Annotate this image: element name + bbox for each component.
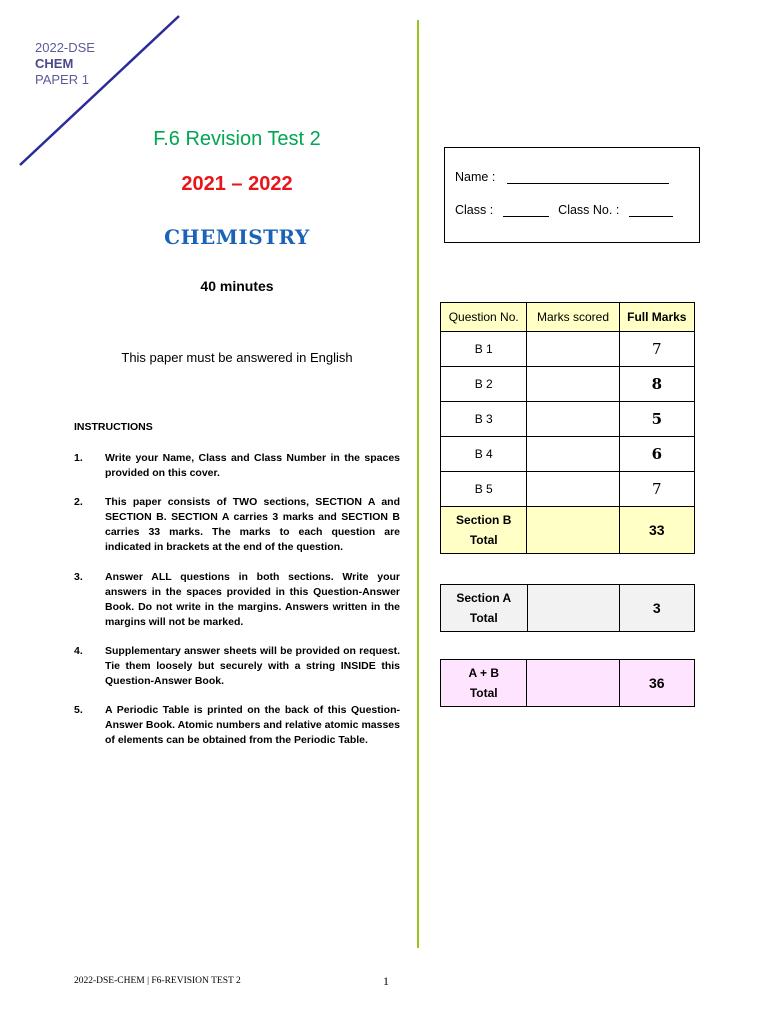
- table-row: [441, 367, 695, 402]
- test-title: F.6 Revision Test 2: [153, 128, 321, 150]
- class-no-label: Class No. :: [558, 203, 620, 217]
- a-plus-b-table: [440, 659, 695, 707]
- section-a-full-marks: 3: [619, 585, 694, 632]
- question-no: B 1: [441, 332, 527, 367]
- instruction-item: [74, 451, 400, 481]
- footer-text: 2022-DSE-CHEM | F6-REVISION TEST 2: [74, 976, 241, 986]
- page-number: 1: [383, 974, 389, 988]
- table-row: [441, 402, 695, 437]
- full-marks: 7: [619, 472, 694, 507]
- section-a-label-line1: Section A: [456, 591, 512, 605]
- question-no: B 2: [441, 367, 527, 402]
- instruction-item: [74, 703, 400, 748]
- academic-year: 2021 – 2022: [181, 173, 293, 195]
- section-b-scored-cell[interactable]: [527, 507, 619, 554]
- name-row: [455, 169, 669, 184]
- full-marks: 7: [619, 332, 694, 367]
- question-no: B 4: [441, 437, 527, 472]
- a-plus-b-scored-cell[interactable]: [527, 660, 619, 707]
- class-field[interactable]: [503, 202, 549, 217]
- a-plus-b-label-line1: A + B: [468, 666, 499, 680]
- marks-scored-cell[interactable]: [527, 367, 619, 402]
- instruction-number: 2.: [74, 496, 83, 508]
- total-label-line2: Total: [469, 533, 498, 547]
- class-row: [455, 202, 673, 217]
- language-note: This paper must be answered in English: [121, 350, 353, 365]
- a-plus-b-label-line2: Total: [469, 686, 498, 700]
- instruction-number: 5.: [74, 704, 83, 716]
- section-b-full-marks: 33: [619, 507, 694, 554]
- marks-table: [440, 302, 695, 554]
- section-a-scored-cell[interactable]: [527, 585, 619, 632]
- section-b-total-label: [441, 507, 527, 554]
- question-no: B 3: [441, 402, 527, 437]
- instruction-item: [74, 495, 400, 555]
- student-info-box: [444, 147, 700, 243]
- marks-scored-cell[interactable]: [527, 472, 619, 507]
- question-no: B 5: [441, 472, 527, 507]
- instruction-text: Supplementary answer sheets will be provided on request. Tie them loosely but securely with a string INSIDE this Question-Answer Book.: [105, 645, 400, 687]
- instruction-text: Answer ALL questions in both sections. Write your answers in the spaces provided in this Question-Answer Book. Do not write in the margins. Answers written in the margins will not be marked.: [105, 571, 400, 628]
- header-question-no: Question No.: [441, 303, 527, 332]
- class-label: Class :: [455, 203, 494, 217]
- instruction-item: [74, 644, 400, 689]
- table-row: [441, 332, 695, 367]
- section-a-table: [440, 584, 695, 632]
- section-b-total-row: [441, 507, 695, 554]
- marks-scored-cell[interactable]: [527, 332, 619, 367]
- full-marks: 8: [619, 367, 694, 402]
- instruction-text: A Periodic Table is printed on the back of this Question-Answer Book. Atomic numbers and relative atomic masses of elements can be obtained from the Periodic Table.: [105, 704, 400, 746]
- section-a-label-line2: Total: [469, 611, 498, 625]
- instruction-text: Write your Name, Class and Class Number in the spaces provided on this cover.: [105, 452, 400, 479]
- instruction-number: 4.: [74, 645, 83, 657]
- a-plus-b-row: [441, 660, 695, 707]
- subject-title: CHEMISTRY: [164, 225, 310, 249]
- name-label: Name :: [455, 170, 496, 184]
- corner-year: 2022-DSE: [35, 40, 95, 55]
- class-no-field[interactable]: [629, 202, 673, 217]
- instruction-number: 3.: [74, 571, 83, 583]
- total-label-line1: Section B: [456, 513, 512, 527]
- instructions-heading: INSTRUCTIONS: [74, 421, 153, 433]
- instruction-number: 1.: [74, 452, 83, 464]
- table-row: [441, 472, 695, 507]
- corner-paper: PAPER 1: [35, 72, 89, 87]
- a-plus-b-full-marks: 36: [619, 660, 694, 707]
- section-a-label: [441, 585, 528, 632]
- table-header-row: [441, 303, 695, 332]
- full-marks: 5: [619, 402, 694, 437]
- marks-scored-cell[interactable]: [527, 437, 619, 472]
- section-a-row: [441, 585, 695, 632]
- corner-label: [35, 40, 95, 88]
- instruction-item: [74, 570, 400, 630]
- duration: 40 minutes: [200, 278, 274, 294]
- name-field[interactable]: [507, 169, 669, 184]
- vertical-divider: [417, 20, 419, 948]
- table-row: [441, 437, 695, 472]
- full-marks: 6: [619, 437, 694, 472]
- instruction-text: This paper consists of TWO sections, SECTION A and SECTION B. SECTION A carries 3 marks and SECTION B carries 33 marks. The marks to each question are indicated in brackets at the end of the question.: [105, 496, 400, 553]
- corner-subject: CHEM: [35, 56, 74, 71]
- a-plus-b-label: [441, 660, 527, 707]
- marks-scored-cell[interactable]: [527, 402, 619, 437]
- header-marks-scored: Marks scored: [527, 303, 619, 332]
- header-full-marks: Full Marks: [619, 303, 694, 332]
